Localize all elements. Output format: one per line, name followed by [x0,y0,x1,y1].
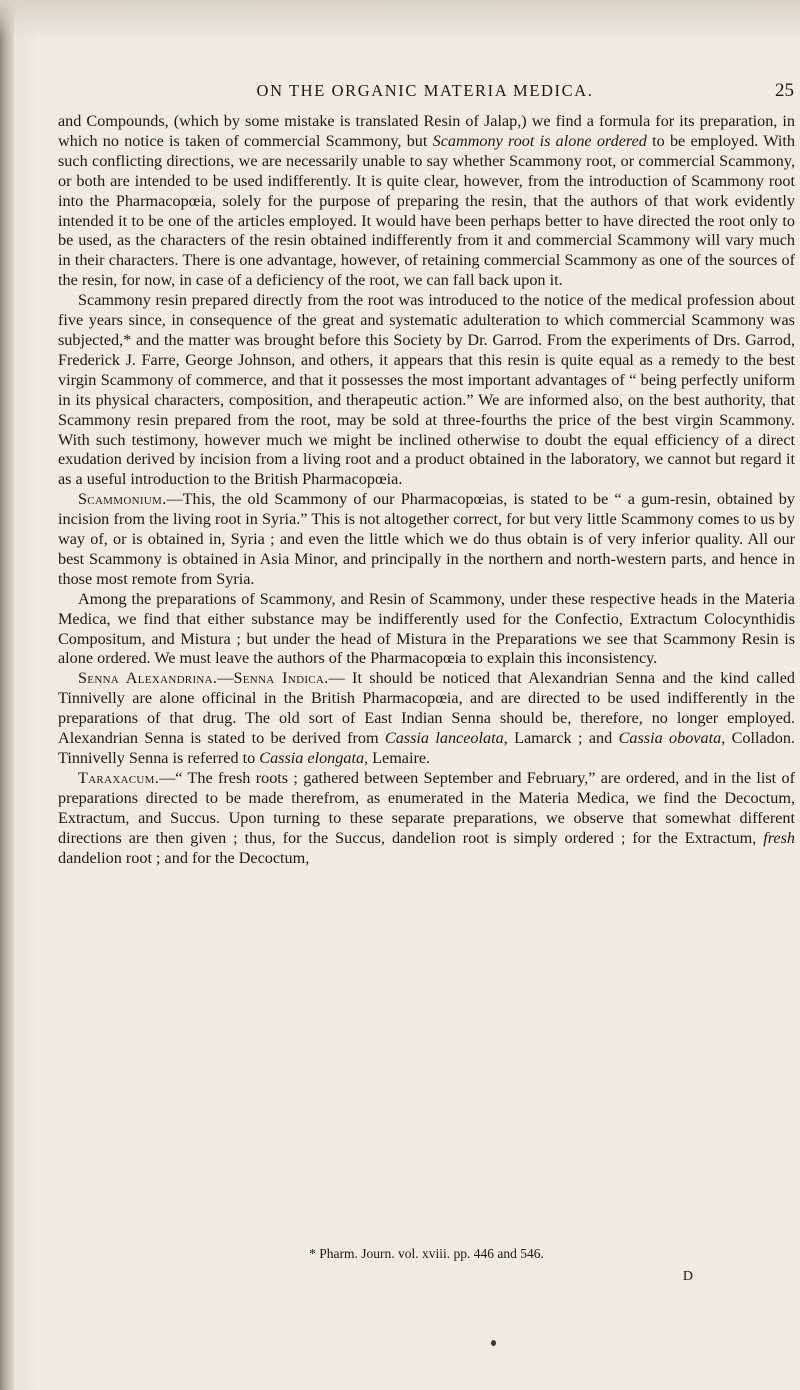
text-run: — It should be noticed that Alexandrian Senna and the kind called Tinnivelly are alone officinal in the British Pharmacopœia, and are directed to be used indifferently in the preparations of that drug. The old sort of East Indian Senna should be, therefore, no longer employed. Alexandrian Senna is stated to be derived from [58,669,795,748]
text-run: —“ The fresh roots ; gathered between September and February,” are ordered, and in the list of preparations directed to be made therefrom, as enumerated in the Materia Medica, we find the Decoctum, Extractum, and Succus. Upon turning to these separate preparations, we observe that somewhat different directions are then given ; thus, for the Succus, dandelion root is simply ordered ; for the Extractum, [58,768,795,847]
text-run: , Lamarck ; and [503,729,619,748]
italic-text: Scammony root is alone ordered [432,131,647,150]
paragraph-scammonium [58,490,795,590]
italic-text: Cassia elongata [259,749,365,767]
section-heading: Taraxacum. [78,768,160,787]
section-heading: Senna Alexandrina. [78,669,218,688]
page-shading [0,0,800,40]
footnote: * Pharm. Journ. vol. xviii. pp. 446 and 546. [309,1246,544,1261]
paragraph-scammony-resin: Scammony resin prepared directly from the root was introduced to the notice of the medical profession about five years since, in consequence of the great and systematic adulteration to which commercial Scammony was subjected,* and the matter was brought before this Society by Dr. Garrod. From the experiments of Drs. Garrod, Frederick J. Farre, George Johnson, and others, it appears that this resin is quite equal as a remedy to the best virgin Scammony of commerce, and that it possesses the most important advantages of “ being perfectly uniform in its physical characters, composition, and therapeutic action.” We are informed also, on the best authority, that Scammony resin prepared from the root, may be sold at three-fourths the price of the best virgin Scammony. With such testimony, however much we might be inclined otherwise to doubt the equal efficiency of a direct exudation derived by incision from a living root and a product obtained in the laboratory, we cannot but regard it as a useful introduction to the British Pharmacopœia. [58,291,795,489]
paragraph-taraxacum [58,769,795,869]
signature-mark: D [682,1269,693,1284]
running-title: ON THE ORGANIC MATERIA MEDICA. [256,81,594,100]
text-run: dandelion root ; and for the Decoctum, [58,848,310,867]
text-run: , Lemaire. [364,749,431,767]
section-heading: Scammonium. [78,490,167,509]
italic-text: Cassia lanceolata [384,729,504,748]
section-heading: Senna Indica. [233,669,329,688]
text-run: and Compounds, (which by some mistake is translated Resin of Jalap,) we find a formula for its preparation, in which no notice is taken of commercial Scammony, but [58,112,795,150]
paragraph-senna [58,669,795,769]
binding-edge [0,0,14,1390]
paragraph-resin-compounds [58,112,795,291]
body-text [58,112,795,868]
italic-text: fresh [763,828,795,847]
italic-text: Cassia obovata [618,729,722,748]
text-run: , Colladon. Tinnivelly Senna is referred to [58,729,795,767]
text-run: —This, the old Scammony of our Pharmacopœias, is stated to be “ a gum-resin, obtained by incision from the living root in Syria.” This is not altogether correct, for but very little Scammony comes to us by way of, or is obtained in, Syria ; and even the little which we do thus obtain is of very inferior quality. All our best Scammony is obtained in Asia Minor, and principally in the northern and north-western parts, and hence in those most remote from Syria. [58,490,795,588]
page-number: 25 [775,80,794,101]
text-run: — [217,669,234,688]
running-head [56,76,794,106]
paragraph-scammony-preparations: Among the preparations of Scammony, and Resin of Scammony, under these respective heads in the Materia Medica, we find that either substance may be indifferently used for the Confectio, Extractum Colocynthidis Compositum, and Mistura ; but under the head of Mistura in the Preparations we see that Scammony Resin is alone ordered. We must leave the authors of the Pharmacopœia to explain this inconsistency. [58,589,795,668]
ink-speck [491,1340,496,1346]
text-run: to be employed. With such conflicting directions, we are necessarily unable to say whether Scammony root, or commercial Scammony, or both are intended to be used indifferently. It is quite clear, however, from the introduction of Scammony root into the Pharmacopœia, solely for the purpose of preparing the resin, that the authors of that work evidently intended it to be one of the articles employed. It would have been perhaps better to have directed the root only to be used, as the characters of the resin obtained indifferently from it and commercial Scammony will vary much in their characters. There is one advantage, however, of retaining commercial Scammony as one of the sources of the resin, for now, in case of a deficiency of the root, we can fall back upon it. [58,131,795,290]
